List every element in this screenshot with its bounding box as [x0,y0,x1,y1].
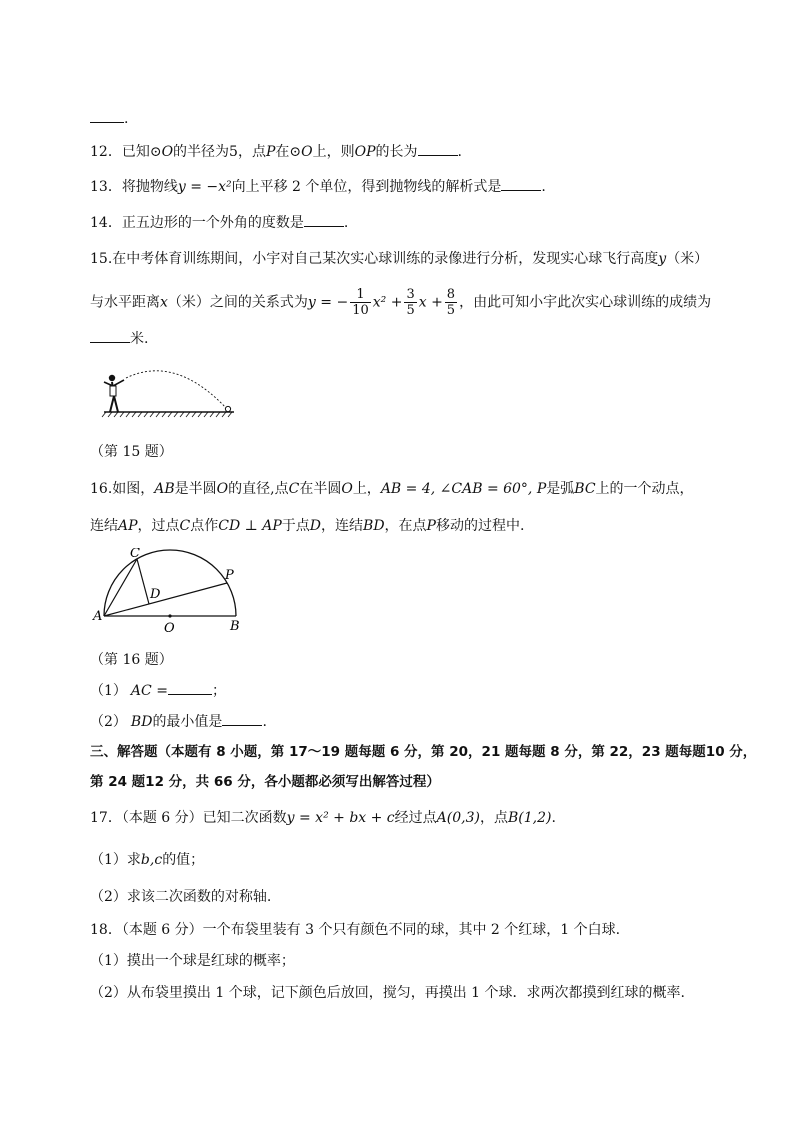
question-18-part1: （1）摸出一个球是红球的概率； [90,953,295,969]
answer-blank [222,711,262,726]
fraction-8-5: $\frac{8}{5}$ [446,287,456,318]
question-12: 12．已知⊙O的半径为5，点P在⊙O上，则OP的长为 . [90,141,462,162]
question-17: 17．（本题 6 分）已知二次函数y = x² + bx + c经过点A(0,3)，点B(1,2). [90,810,556,826]
question-16-part1: （1） AC = ； [90,680,226,701]
label-P: P [225,568,234,583]
q11-tail: . [90,108,128,129]
fraction-1-10: $\frac{1}{10}$ [352,287,369,318]
section-3-heading-line2: 第 24 题12 分，共 66 分，各小题都必须写出解答过程） [90,774,440,790]
question-14: 14．正五边形的一个外角的度数是 . [90,212,348,233]
answer-blank [304,212,344,227]
question-17-part2: （2）求该二次函数的对称轴. [90,889,272,905]
question-16-line2: 连结AP，过点C点作CD ⊥ AP于点D，连结BD，在点P移动的过程中. [90,518,525,534]
answer-blank [90,328,130,343]
semicircle-figure [92,548,252,634]
answer-blank [418,141,458,156]
answer-blank [90,108,124,123]
question-16-part2: （2） BD的最小值是 . [90,711,267,732]
question-13: 13．将抛物线y = −x²向上平移 2 个单位，得到抛物线的解析式是 . [90,176,546,197]
label-O: O [164,621,175,634]
question-18: 18．（本题 6 分）一个布袋里装有 3 个只有颜色不同的球，其中 2 个红球，1 个白球. [90,922,621,938]
question-15-line1: 15.在中考体育训练期间，小宇对自己某次实心球训练的录像进行分析，发现实心球飞行高度y（米） [90,251,709,267]
question-15-line3: 米. [90,328,148,349]
label-D: D [150,587,161,602]
circle-symbol: ⊙ [149,144,162,160]
section-3-heading-line1: 三、解答题（本题有 8 小题，第 17～19 题每题 6 分，第 20，21 题每题 8 分，第 22，23 题每题10 分， [90,744,757,760]
figure-16-caption: （第 16 题） [90,652,173,668]
shot-put-figure [98,362,238,420]
label-B: B [230,619,240,634]
question-18-part2: （2）从布袋里摸出 1 个球，记下颜色后放回，搅匀，再摸出 1 个球．求两次都摸到红球的概率. [90,985,685,1001]
question-16-line1: 16.如图，AB是半圆O的直径,点C在半圆O上，AB = 4, ∠CAB = 60°, P是弧BC上的一个动点， [90,481,694,497]
question-15-line2: 与水平距离x（米）之间的关系式为y = − $\frac{1}{10}$ x² + $\frac{3}{5}$ x + $\frac{8}{5}$ ，由此可知小宇此次实心球训练的成绩为 [90,287,712,318]
figure-15-caption: （第 15 题） [90,444,173,460]
answer-blank [501,176,541,191]
label-A: A [93,609,103,624]
question-17-part1: （1）求b,c的值； [90,852,205,868]
label-C: C [130,548,140,561]
answer-blank [168,680,212,695]
fraction-3-5: $\frac{3}{5}$ [406,287,415,318]
